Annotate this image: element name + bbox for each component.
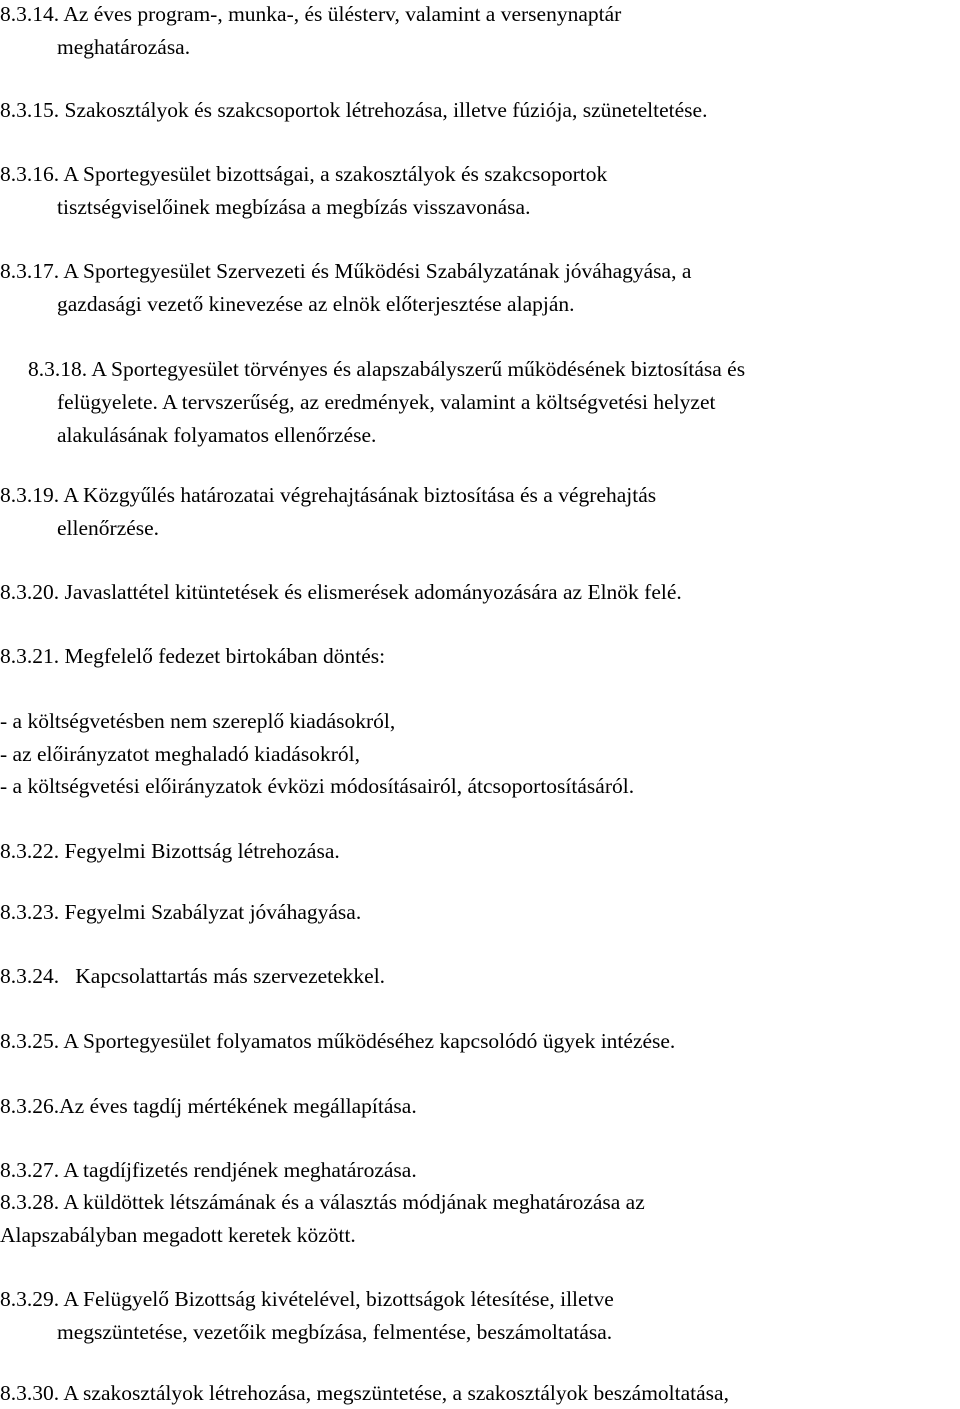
text-line: 8.3.14. Az éves program-, munka-, és ülésterv, valamint a versenynaptár (0, 2, 622, 26)
text-line: 8.3.20. Javaslattétel kitüntetések és elismerések adományozására az Elnök felé. (0, 580, 682, 604)
text-line: 8.3.17. A Sportegyesület Szervezeti és Működési Szabályzatának jóváhagyása, a (0, 259, 692, 283)
text-line: - a költségvetésben nem szereplő kiadásokról, (0, 709, 396, 733)
text-line: 8.3.16. A Sportegyesület bizottságai, a szakosztályok és szakcsoportok (0, 162, 608, 186)
text-line: 8.3.19. A Közgyűlés határozatai végrehajtásának biztosítása és a végrehajtás (0, 483, 657, 507)
text-line: - a költségvetési előirányzatok évközi módosításairól, átcsoportosításáról. (0, 774, 635, 798)
text-line: - az előirányzatot meghaladó kiadásokról, (0, 742, 360, 766)
text-line: ellenőrzése. (57, 516, 160, 540)
text-line: 8.3.22. Fegyelmi Bizottság létrehozása. (0, 839, 340, 863)
text-line: megszüntetése, vezetőik megbízása, felmentése, beszámoltatása. (57, 1320, 613, 1344)
text-line: 8.3.28. A küldöttek létszámának és a választás módjának meghatározása az (0, 1190, 645, 1214)
text-line: 8.3.30. A szakosztályok létrehozása, megszüntetése, a szakosztályok beszámoltatása, (0, 1381, 729, 1405)
text-line: 8.3.18. A Sportegyesület törvényes és alapszabályszerű működésének biztosítása és (28, 357, 746, 381)
text-line: 8.3.21. Megfelelő fedezet birtokában döntés: (0, 644, 386, 668)
text-line: 8.3.26.Az éves tagdíj mértékének megállapítása. (0, 1094, 417, 1118)
text-line: 8.3.24. Kapcsolattartás más szervezetekkel. (0, 964, 386, 988)
text-line: 8.3.27. A tagdíjfizetés rendjének meghatározása. (0, 1158, 417, 1182)
text-line: 8.3.15. Szakosztályok és szakcsoportok létrehozása, illetve fúziója, szüneteltetése. (0, 98, 708, 122)
text-line: 8.3.25. A Sportegyesület folyamatos működéséhez kapcsolódó ügyek intézése. (0, 1029, 676, 1053)
text-line: tisztségviselőinek megbízása a megbízás visszavonása. (57, 195, 531, 219)
text-line: gazdasági vezető kinevezése az elnök előterjesztése alapján. (57, 292, 575, 316)
text-line: 8.3.23. Fegyelmi Szabályzat jóváhagyása. (0, 900, 362, 924)
text-line: Alapszabályban megadott keretek között. (0, 1223, 356, 1247)
text-line: felügyelete. A tervszerűség, az eredmények, valamint a költségvetési helyzet (57, 390, 716, 414)
text-line: meghatározása. (57, 35, 191, 59)
text-line: alakulásának folyamatos ellenőrzése. (57, 423, 377, 447)
text-line: 8.3.29. A Felügyelő Bizottság kivételével, bizottságok létesítése, illetve (0, 1287, 614, 1311)
